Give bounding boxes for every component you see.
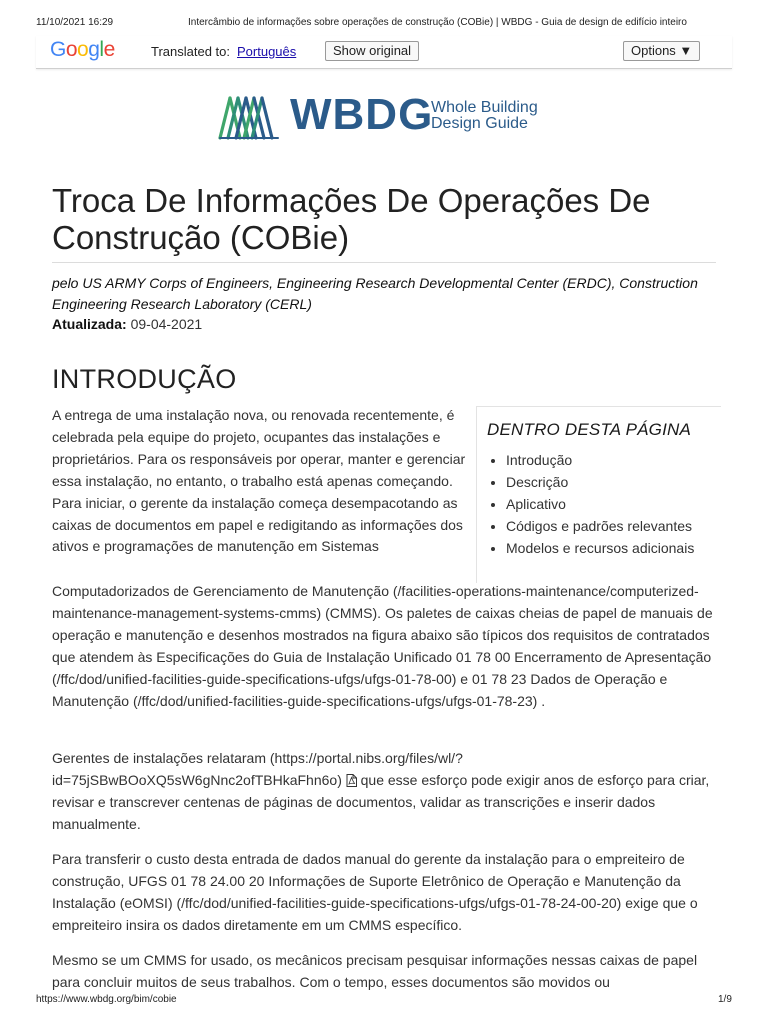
google-logo-letter: g <box>88 38 100 61</box>
print-header <box>0 0 768 28</box>
language-link[interactable]: Português <box>237 44 297 59</box>
options-button[interactable]: Options ▼ <box>623 41 700 61</box>
google-logo-letter: o <box>65 38 78 61</box>
translated-to-label: Translated to: <box>151 44 231 59</box>
wbdg-mark-icon <box>218 94 284 142</box>
intro-paragraph-1-part-1: A entrega de uma instalação nova, ou renovada recentemente, é celebrada pela equipe do projeto, ocupantes das instalações e proprietários. Para os responsáveis por operar, manter e gerenciar essa instalação, no entanto, o trabalho está apenas começando. Para iniciar, o gerente da instalação começa desempacotando as caixas de documentos em papel e redigitando as informações dos ativos e programações de manutenção em Sistemas <box>52 407 466 555</box>
updated-date <box>52 316 202 332</box>
paragraph-2-text-start: Gerentes de instalações relataram (https://portal.nibs.org/files/wl/?id=75jSBwBOoXQ5sW6gNnc2ofTBHkaFhn6o) <box>52 750 463 788</box>
intro-paragraph-4: Mesmo se um CMMS for usado, os mecânicos precisam pesquisar informações nessas caixas de papel para concluir muitos de seus trabalhos. Com o tempo, esses documentos são movidos ou <box>52 952 698 990</box>
print-page-number: 1/9 <box>718 994 732 1005</box>
updated-value: 09-04-2021 <box>130 316 203 332</box>
byline: pelo US ARMY Corps of Engineers, Engineering Research Developmental Center (ERDC), Construction Engineering Research Laboratory (CERL) <box>52 275 698 312</box>
google-logo-letter: l <box>99 38 104 61</box>
intro-paragraph-1-part-2: Computadorizados de Gerenciamento de Manutenção (/facilities-operations-maintenance/computerized-maintenance-management-systems-cmms) (CMMS). Os paletes de caixas cheias de papel de manuais de operação e manutenção e desenhos mostrados na figura abaixo são típicos dos requisitos de contratados que atendem às Especificações do Guia de Instalação Unificado 01 78 00 Encerramento de Apresentação (/ffc/dod/unified-facilities-guide-specifications-ufgs/ufgs-01-78-00) e 01 78 23 Dados de Operação e Manutenção (/ffc/dod/unified-facilities-guide-specifications-ufgs/ufgs-01-78-23) . <box>52 583 713 709</box>
google-logo[interactable] <box>50 38 115 62</box>
translate-bar <box>36 36 732 69</box>
google-logo-letter: o <box>77 38 89 61</box>
wbdg-tagline <box>431 100 571 132</box>
print-url: https://www.wbdg.org/bim/cobie <box>36 994 177 1005</box>
google-logo-letter: e <box>103 38 115 61</box>
intro-paragraph-3: Para transferir o custo desta entrada de dados manual do gerente da instalação para o empreiteiro de construção, UFGS 01 78 24.00 20 Informações de Suporte Eletrônico de Operação e Manutenção da Instalação (eOMSI) (/ffc/dod/unified-facilities-guide-specifications-ufgs/ufgs-01-78-24-00-20) exige que o empreiteiro insira os dados diretamente em um CMMS específico. <box>52 851 698 933</box>
show-original-button[interactable]: Show original <box>325 41 419 61</box>
intro-paragraph-2 <box>52 748 716 836</box>
updated-label: Atualizada: <box>52 316 127 332</box>
page-title: Troca De Informações De Operações De Construção (COBie) <box>52 182 651 256</box>
print-datetime: 11/10/2021 16:29 <box>36 17 114 28</box>
toc-item-descricao[interactable]: • Descrição <box>506 471 694 493</box>
toc-item-aplicativo[interactable]: • Aplicativo <box>506 493 694 515</box>
pdf-icon[interactable] <box>346 774 357 787</box>
wbdg-tagline-line2: Design Guide <box>431 115 528 132</box>
title-divider <box>52 262 716 263</box>
print-document-title: Intercâmbio de informações sobre operações de construção (COBie) | WBDG - Guia de design de edifício inteiro <box>188 17 687 28</box>
google-logo-letter: G <box>50 38 66 61</box>
on-this-page-box <box>476 406 721 583</box>
toc-item-modelos[interactable]: • Modelos e recursos adicionais <box>506 537 694 559</box>
toc-item-introducao[interactable]: • Introdução <box>506 449 694 471</box>
toc-title: DENTRO DESTA PÁGINA <box>487 420 692 439</box>
paragraph-2-text-end: que esse esforço pode exigir anos de esforço para criar, revisar e transcrever centenas de páginas de documentos, validar as transcrições e inserir dados manualmente. <box>52 771 710 832</box>
print-footer <box>0 994 768 1008</box>
toc-item-codigos[interactable]: • Códigos e padrões relevantes <box>506 515 694 537</box>
wbdg-logo[interactable] <box>218 90 558 142</box>
toc-list <box>487 449 694 559</box>
wbdg-tagline-line1: Whole Building <box>431 99 538 116</box>
wbdg-wordmark: WBDG <box>290 90 434 139</box>
intro-heading: INTRODUÇÃO <box>52 364 237 394</box>
